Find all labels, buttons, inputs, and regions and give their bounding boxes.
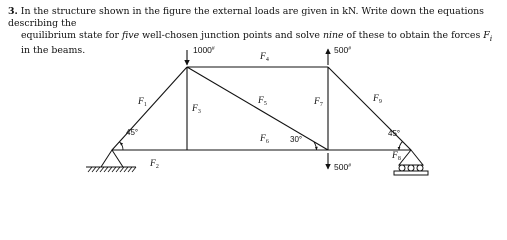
- load-label-top-right: 500#: [334, 45, 351, 55]
- force-label-f1: $F_1$: [138, 97, 147, 108]
- force-label-f6: $F_6$: [260, 134, 269, 145]
- force-label-f7: $F_7$: [314, 97, 323, 108]
- left-pin-support: [86, 150, 136, 172]
- member-f5: [187, 67, 328, 150]
- angle-arc-right: [399, 142, 403, 151]
- problem-text-c: of these to obtain the forces: [343, 30, 484, 41]
- problem-text-b: well-chosen junction points and solve: [139, 30, 323, 41]
- force-label-f8: $F_8$: [392, 151, 401, 162]
- load-label-top-left: 1000#: [193, 45, 215, 55]
- problem-emphasis-nine: nine: [322, 30, 344, 41]
- problem-number: 3.: [8, 6, 18, 17]
- problem-emphasis-five: five: [122, 30, 140, 41]
- load-label-bottom-right: 500#: [334, 162, 351, 172]
- force-label-f5: $F_5$: [258, 96, 267, 107]
- problem-line1: In the structure shown in the figure the external loads are given in kN. Write down the equations describing the: [8, 6, 484, 29]
- member-f1: [112, 67, 187, 150]
- force-label-f2: $F_2$: [150, 159, 159, 170]
- problem-force-symbol: $F_i$: [483, 30, 493, 43]
- force-label-f4: $F_4$: [260, 52, 269, 63]
- angle-label-right: 45°: [388, 129, 401, 138]
- problem-text-a: equilibrium state for: [21, 30, 123, 41]
- problem-text-d: in the beams.: [21, 44, 86, 56]
- angle-label-middle: 30°: [290, 135, 303, 144]
- force-label-f3: $F_3$: [192, 104, 201, 115]
- angle-arc-left: [120, 142, 123, 150]
- right-roller-support: [394, 150, 428, 175]
- force-label-f9: $F_9$: [373, 94, 382, 105]
- angle-label-left: 45°: [126, 128, 139, 137]
